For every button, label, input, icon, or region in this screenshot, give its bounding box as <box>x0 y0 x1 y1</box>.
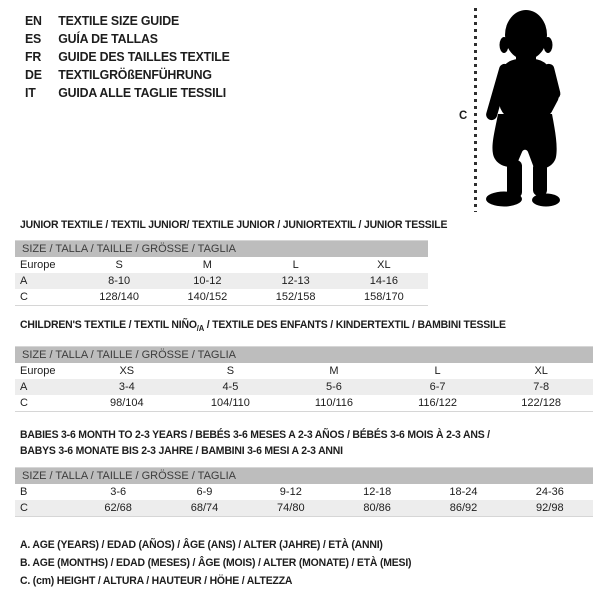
row-label: B <box>20 486 28 498</box>
size-cell: 18-24 <box>449 486 478 498</box>
size-cell: 10-12 <box>193 275 222 287</box>
table-row <box>15 257 428 273</box>
size-cell: 14-16 <box>369 275 398 287</box>
size-cell: 122/128 <box>521 397 562 409</box>
height-marker-label: C <box>459 108 468 122</box>
size-cell: L <box>434 365 441 377</box>
row-label: C <box>20 502 28 514</box>
size-cell: 4-5 <box>222 381 239 393</box>
table-title-text: JUNIOR TEXTILE / TEXTIL JUNIOR/ TEXTILE JUNIOR / JUNIORTEXTIL / JUNIOR TESSILE <box>20 219 448 231</box>
size-cell: 128/140 <box>99 291 139 303</box>
size-cell: L <box>292 259 299 271</box>
size-cell: S <box>226 365 235 377</box>
table-title-text: BABIES 3-6 MONTH TO 2-3 YEARS / BEBÉS 3-6 MESES A 2-3 AÑOS / BÉBÉS 3-6 MOIS À 2-3 ANS / <box>20 429 490 441</box>
table-title-line <box>20 443 490 459</box>
language-row <box>25 12 230 30</box>
language-code: EN <box>25 13 42 28</box>
babies-table-title <box>20 427 490 459</box>
toddler-silhouette-shape <box>485 10 562 207</box>
children-table-title <box>20 317 506 334</box>
row-label: Europe <box>20 365 56 377</box>
footnote: C. (cm) HEIGHT / ALTURA / HAUTEUR / HÖHE / ALTEZZA <box>20 575 293 587</box>
size-header-band: SIZE / TALLA / TAILLE / GRÖSSE / TAGLIA <box>15 241 428 257</box>
height-dotted-line <box>474 8 477 212</box>
language-code: ES <box>25 31 42 46</box>
table-row <box>15 273 428 289</box>
table-row <box>15 500 593 516</box>
language-text: TEXTILGRÖßENFÜHRUNG <box>58 67 212 82</box>
language-list <box>25 12 240 102</box>
language-code: DE <box>25 67 42 82</box>
size-cell: 80/86 <box>363 502 391 514</box>
size-table-junior <box>15 240 428 306</box>
size-cell: 68/74 <box>190 502 219 514</box>
size-cell: XL <box>377 259 391 271</box>
table-row <box>15 363 593 379</box>
row-label: C <box>20 291 28 303</box>
language-row <box>25 66 230 84</box>
language-text: GUÍA DE TALLAS <box>58 31 158 46</box>
size-cell: 92/98 <box>536 502 564 514</box>
row-label: A <box>20 275 28 287</box>
size-cell: M <box>329 365 339 377</box>
size-header-band: SIZE / TALLA / TAILLE / GRÖSSE / TAGLIA <box>15 468 593 484</box>
size-cell: 74/80 <box>277 502 305 514</box>
size-cell: 8-10 <box>108 275 131 287</box>
size-cell: 86/92 <box>449 502 478 514</box>
row-label: C <box>20 397 28 409</box>
table-title-line <box>20 217 447 233</box>
footnotes <box>20 536 432 590</box>
size-cell: XL <box>534 365 548 377</box>
size-cell: 12-13 <box>281 275 310 287</box>
size-cell: 116/122 <box>418 397 458 409</box>
size-cell: 3-6 <box>110 486 127 498</box>
row-label: A <box>20 381 28 393</box>
table-row <box>15 379 593 395</box>
size-cell: XS <box>119 365 135 377</box>
size-cell: 5-6 <box>326 381 342 393</box>
size-cell: 3-4 <box>118 381 135 393</box>
table-row <box>15 484 593 500</box>
language-text: GUIDE DES TAILLES TEXTILE <box>58 49 230 64</box>
table-row <box>15 395 593 411</box>
table-title-text: / TEXTILE DES ENFANTS / KINDERTEXTIL / BAMBINI TESSILE <box>204 319 506 331</box>
language-row <box>25 84 230 102</box>
language-row <box>25 48 230 66</box>
row-label: Europe <box>20 259 56 271</box>
size-cell: 7-8 <box>533 381 550 393</box>
size-cell: 140/152 <box>187 291 228 303</box>
language-text: GUIDA ALLE TAGLIE TESSILI <box>58 85 226 100</box>
size-cell: 62/68 <box>104 502 132 514</box>
size-cell: 110/116 <box>314 397 354 409</box>
size-header-band: SIZE / TALLA / TAILLE / GRÖSSE / TAGLIA <box>15 347 593 363</box>
table-title-line <box>20 317 506 334</box>
table-title-text: BABYS 3-6 MONATE BIS 2-3 JAHRE / BAMBINI 3-6 MESI A 2-3 ANNI <box>20 445 343 457</box>
language-row <box>25 30 230 48</box>
size-cell: 98/104 <box>109 397 144 409</box>
size-table-children <box>15 346 593 412</box>
table-title-text: CHILDREN'S TEXTILE / TEXTIL NIÑO <box>20 319 197 331</box>
size-cell: 6-7 <box>429 381 446 393</box>
language-text: TEXTILE SIZE GUIDE <box>58 13 180 28</box>
size-cell: 158/170 <box>363 291 404 303</box>
size-cell: 12-18 <box>363 486 392 498</box>
size-cell: S <box>115 259 123 271</box>
size-cell: 24-36 <box>535 486 564 498</box>
footnote: A. AGE (YEARS) / EDAD (AÑOS) / ÂGE (ANS) / ALTER (JAHRE) / ETÀ (ANNI) <box>20 539 383 551</box>
table-title-sub: /A <box>196 324 205 333</box>
language-code: IT <box>25 85 36 100</box>
table-row <box>15 289 428 305</box>
size-table-babies <box>15 467 593 517</box>
language-code: FR <box>25 49 42 64</box>
size-cell: 6-9 <box>196 486 213 498</box>
size-cell: M <box>202 259 212 271</box>
size-cell: 104/110 <box>210 397 250 409</box>
table-title-line <box>20 427 490 443</box>
toddler-silhouette <box>478 2 598 218</box>
footnote: B. AGE (MONTHS) / EDAD (MESES) / ÂGE (MOIS) / ALTER (MONATE) / ETÀ (MESI) <box>20 557 412 569</box>
junior-table-title <box>20 217 447 233</box>
size-cell: 9-12 <box>279 486 302 498</box>
size-cell: 152/158 <box>275 291 316 303</box>
